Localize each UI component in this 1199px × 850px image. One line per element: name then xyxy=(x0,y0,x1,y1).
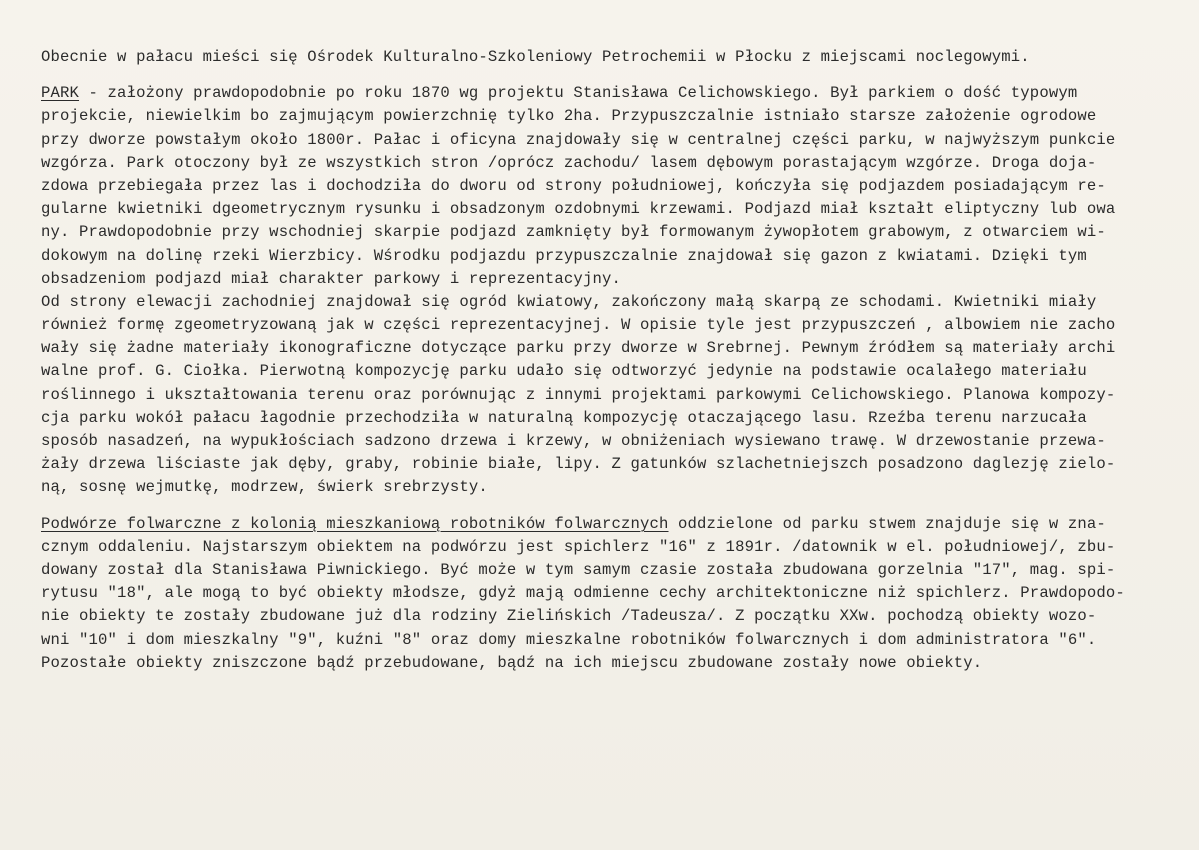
farm-line: wni "10" i dom mieszkalny "9", kuźni "8" oraz domy mieszkalne robotników folwarcznych i dom administratora "6". xyxy=(41,630,1097,649)
park-first-line-text: - założony prawdopodobnie po roku 1870 wg projektu Stanisława Celichowskiego. Był parkiem o dość typowym xyxy=(79,84,1078,103)
park-line: ną, sosnę wejmutkę, modrzew, świerk srebrzysty. xyxy=(41,478,488,497)
farm-line: nie obiekty te zostały zbudowane już dla rodziny Zielińskich /Tadeusza/. Z początku XXw. pochodzą obiekty wozo- xyxy=(41,607,1097,626)
park-line: żały drzewa liściaste jak dęby, graby, robinie białe, lipy. Z gatunków szlachetniejszch posadzono daglezję zielo- xyxy=(41,455,1116,474)
park-line: ny. Prawdopodobnie przy wschodniej skarpie podjazd zamknięty był formowanym żywopłotem grabowym, z otwarciem wi- xyxy=(41,223,1106,242)
farm-line: Pozostałe obiekty zniszczone bądź przebudowane, bądź na ich miejscu zbudowane zostały nowe obiekty. xyxy=(41,653,983,672)
paragraph-gap xyxy=(41,69,1191,82)
park-line: dokowym na dolinę rzeki Wierzbicy. Wśrodku podjazdu przypuszczalnie znajdował się gazon z kwiatami. Dzięki tym xyxy=(41,246,1087,265)
farm-line: rytusu "18", ale mogą to być obiekty młodsze, gdyż mają odmienne cechy architektoniczne niż spichlerz. Prawdopodo- xyxy=(41,584,1125,603)
park-line: gularne kwietniki dgeometrycznym rysunku i obsadzonym ozdobnymi krzewami. Podjazd miał kształt eliptyczny lub owa xyxy=(41,200,1116,219)
park-line: roślinnego i ukształtowania terenu oraz porównując z innymi projektami parkowymi Celichowskiego. Planowa kompozy- xyxy=(41,385,1116,404)
park-line: walne prof. G. Ciołka. Pierwotną kompozycję parku udało się odtworzyć jedynie na podstawie ocalałego materiału xyxy=(41,362,1087,381)
park-line: sposób nasadzeń, na wypukłościach sadzono drzewa i krzewy, w obniżeniach wysiewano trawę. W drzewostanie przewa- xyxy=(41,432,1106,450)
paragraph-gap xyxy=(41,500,1191,513)
intro-line: Obecnie w pałacu mieści się Ośrodek Kulturalno-Szkoleniowy Petrochemii w Płocku z miejscami noclegowymi. xyxy=(41,48,1030,66)
farm-first-line xyxy=(41,513,1191,536)
typewritten-document xyxy=(41,46,1191,675)
park-heading: PARK xyxy=(41,84,80,103)
farm-first-line-text: oddzielone od parku stwem znajduje się w zna- xyxy=(668,514,1106,533)
farm-heading: Podwórze folwarczne z kolonią mieszkaniową robotników folwarcznych xyxy=(41,514,669,533)
park-line: cja parku wokół pałacu łagodnie przechodziła w naturalną kompozycję otaczającego lasu. Rzeźba terenu narzucała xyxy=(41,408,1087,427)
farm-line: cznym oddaleniu. Najstarszym obiektem na podwórzu jest spichlerz "16" z 1891r. /datownik w el. południowej/, zbu- xyxy=(41,537,1116,556)
park-line: przy dworze powstałym około 1800r. Pałac i oficyna znajdowały się w centralnej części parku, w najwyższym punkcie xyxy=(41,130,1116,149)
park-line: wały się żadne materiały ikonograficzne dotyczące parku przy dworze w Srebrnej. Pewnym źródłem są materiały archi xyxy=(41,339,1116,358)
park-line: wzgórza. Park otoczony był ze wszystkich stron /oprócz zachodu/ lasem dębowym porastającym wzgórze. Droga doja- xyxy=(41,153,1097,172)
park-line: obsadzeniom podjazd miał charakter parkowy i reprezentacyjny. xyxy=(41,269,621,288)
park-line: zdowa przebiegała przez las i dochodziła do dworu od strony południowej, kończyła się podjazdem posiadającym re- xyxy=(41,176,1106,195)
park-line: również formę zgeometryzowaną jak w części reprezentacyjnej. W opisie tyle jest przypuszczeń , albowiem nie zacho xyxy=(41,316,1116,335)
farm-line: dowany został dla Stanisława Piwnickiego. Być może w tym samym czasie została zbudowana gorzelnia "17", mag. spi- xyxy=(41,560,1116,579)
park-line: Od strony elewacji zachodniej znajdował się ogród kwiatowy, zakończony małą skarpą ze schodami. Kwietniki miały xyxy=(41,292,1097,311)
park-first-line xyxy=(41,82,1191,105)
park-line: projekcie, niewielkim bo zajmującym powierzchnię tylko 2ha. Przypuszczalnie istniało starsze założenie ogrodowe xyxy=(41,107,1097,126)
